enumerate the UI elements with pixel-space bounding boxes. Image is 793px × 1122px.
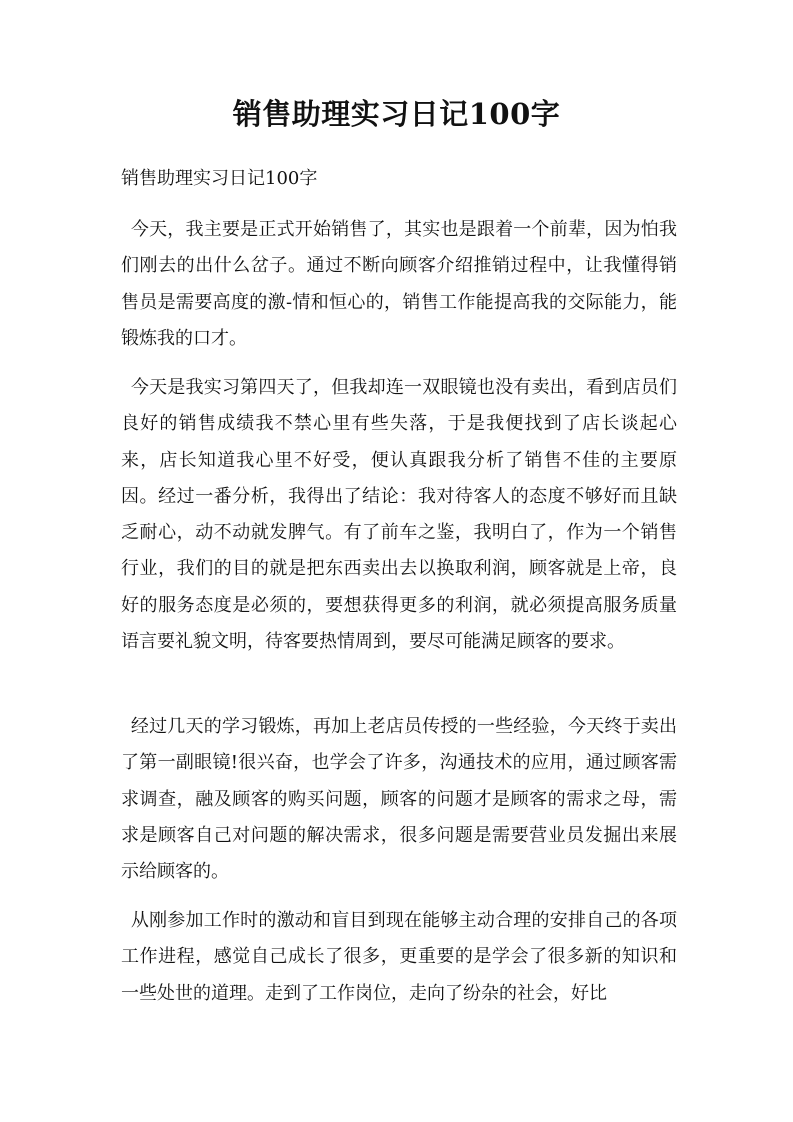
paragraph-3: 经过几天的学习锻炼，再加上老店员传授的一些经验，今天终于卖出了第一副眼镜!很兴奋，也学会了许多，沟通技术的应用，通过顾客需求调查，融及顾客的购买问题，顾客的问题才是顾客的需求之母，需求是顾客自己对问题的解决需求，很多问题是需要营业员发掘出来展示给顾客的。 bbox=[121, 716, 677, 883]
paragraph-4: 从刚参加工作时的激动和盲目到现在能够主动合理的安排自己的各项工作进程，感觉自己成长了很多，更重要的是学会了很多新的知识和一些处世的道理。走到了工作岗位，走向了纷杂的社会，好比 bbox=[121, 910, 677, 1004]
paragraph-2: 今天是我实习第四天了，但我却连一双眼镜也没有卖出，看到店员们良好的销售成绩我不禁心里有些失落，于是我便找到了店长谈起心来，店长知道我心里不好受，便认真跟我分析了销售不佳的主要原因。经过一番分析，我得出了结论：我对待客人的态度不够好而且缺乏耐心，动不动就发脾气。有了前车之鉴，我明白了，作为一个销售行业，我们的目的就是把东西卖出去以换取利润，顾客就是上帝，良好的服务态度是必须的，要想获得更多的利润，就必须提高服务质量语言要礼貌文明，待客要热情周到，要尽可能满足顾客的要求。 bbox=[121, 377, 677, 653]
document-subtitle: 销售助理实习日记100字 bbox=[121, 168, 318, 189]
paragraph-1: 今天，我主要是正式开始销售了，其实也是跟着一个前辈，因为怕我们刚去的出什么岔子。通过不断向顾客介绍推销过程中，让我懂得销售员是需要高度的激-情和恒心的，销售工作能提高我的交际能力，能锻炼我的口才。 bbox=[121, 219, 677, 349]
document-title: 销售助理实习日记100字 bbox=[232, 97, 561, 131]
